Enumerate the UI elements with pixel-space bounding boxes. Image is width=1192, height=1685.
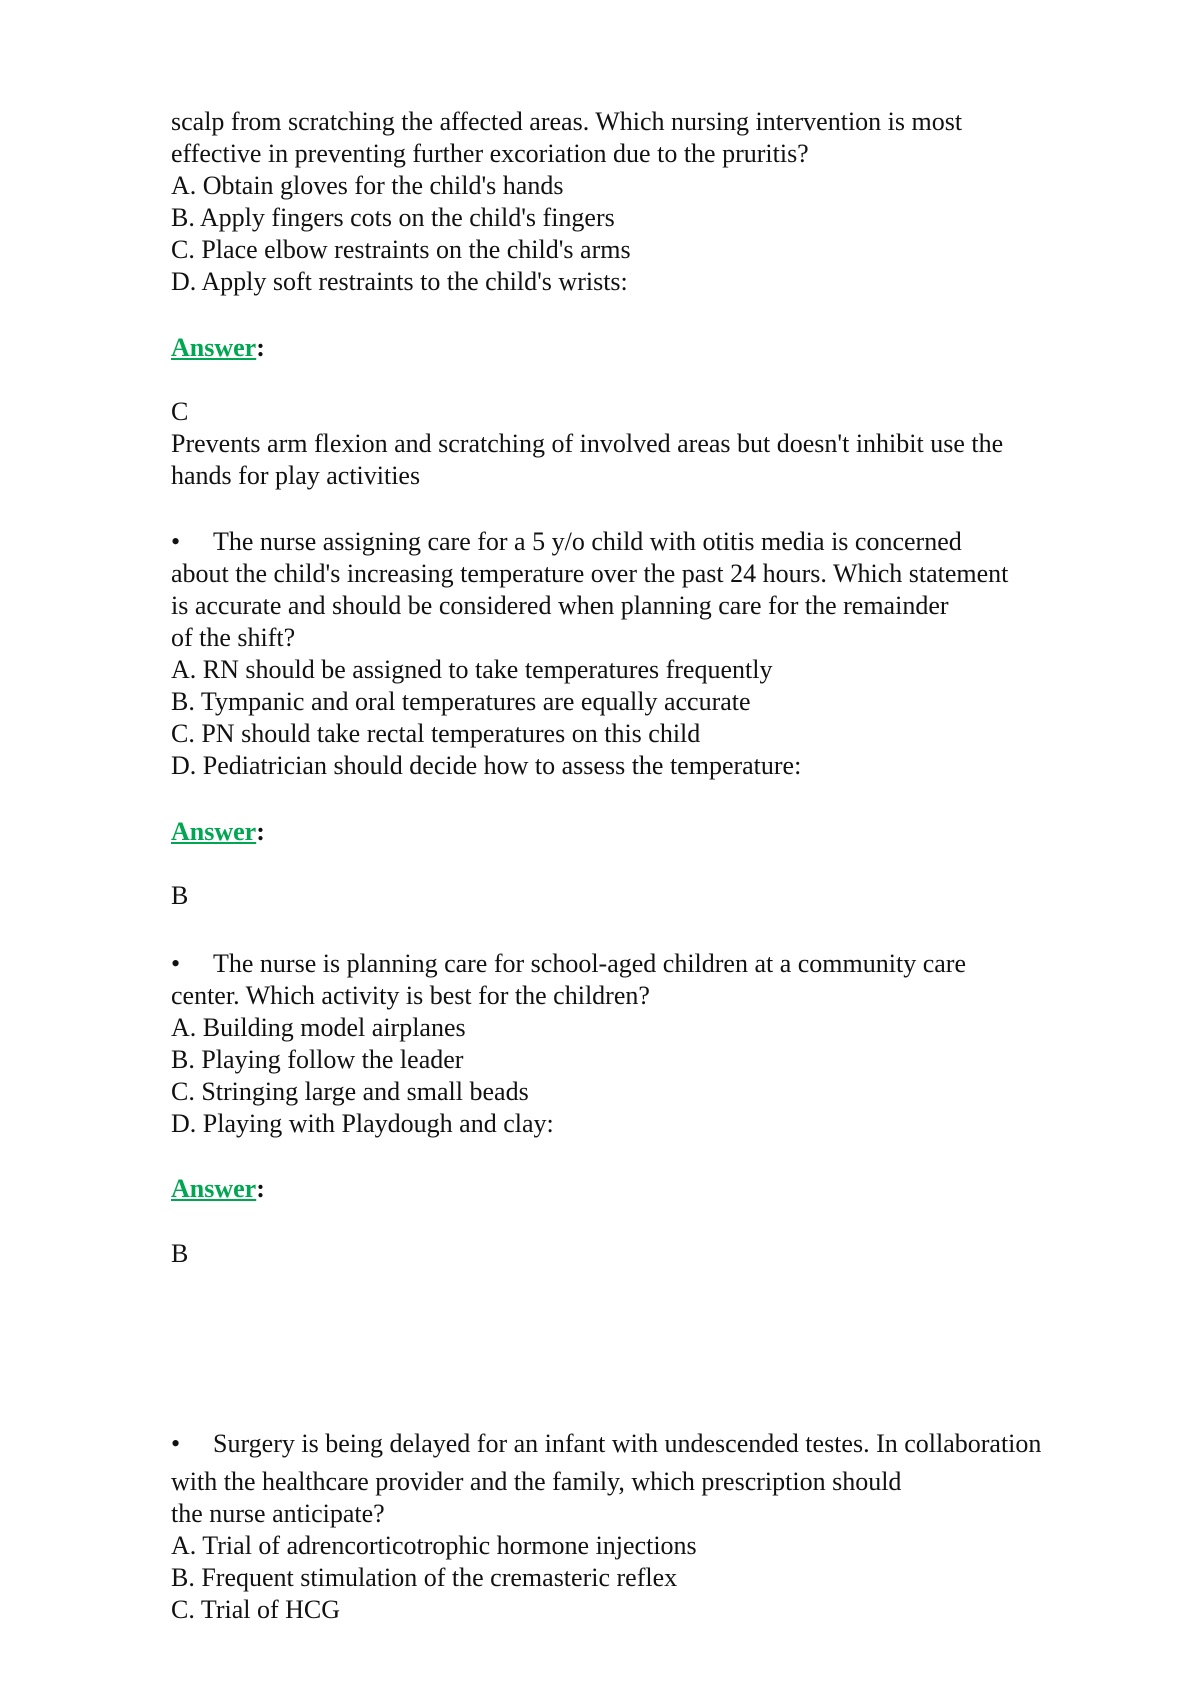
answer-colon: : bbox=[256, 1174, 265, 1203]
q1-option-a: A. Obtain gloves for the child's hands bbox=[171, 171, 564, 200]
q3-option-a: A. Building model airplanes bbox=[171, 1013, 466, 1042]
q3-option-d: D. Playing with Playdough and clay: bbox=[171, 1109, 554, 1138]
q1-option-d: D. Apply soft restraints to the child's wrists: bbox=[171, 267, 628, 296]
q1-stem-line-2: effective in preventing further excoriation due to the pruritis? bbox=[171, 139, 809, 168]
q2-stem-line-3: is accurate and should be considered when planning care for the remainder bbox=[171, 591, 949, 620]
q3-option-b: B. Playing follow the leader bbox=[171, 1045, 464, 1074]
q2-option-d: D. Pediatrician should decide how to assess the temperature: bbox=[171, 751, 802, 780]
bullet-icon: • bbox=[171, 1429, 181, 1458]
bullet-icon: • bbox=[171, 949, 181, 978]
q1-answer-value: C bbox=[171, 397, 189, 426]
q3-stem-text-1: The nurse is planning care for school-aged children at a community care bbox=[213, 949, 966, 978]
answer-colon: : bbox=[256, 333, 265, 362]
q3-answer-value: B bbox=[171, 1239, 189, 1268]
q4-option-a: A. Trial of adrencorticotrophic hormone injections bbox=[171, 1531, 697, 1560]
q2-answer-value: B bbox=[171, 881, 189, 910]
q4-option-c: C. Trial of HCG bbox=[171, 1595, 341, 1624]
q1-stem-line-1: scalp from scratching the affected areas. Which nursing intervention is most bbox=[171, 107, 963, 136]
q2-stem-text-1: The nurse assigning care for a 5 y/o child with otitis media is concerned bbox=[213, 527, 962, 556]
q2-option-b: B. Tympanic and oral temperatures are equally accurate bbox=[171, 687, 751, 716]
q4-option-b: B. Frequent stimulation of the cremasteric reflex bbox=[171, 1563, 678, 1592]
answer-label: Answer bbox=[171, 333, 257, 362]
bullet-icon: • bbox=[171, 527, 181, 556]
q1-rationale-line-1: Prevents arm flexion and scratching of involved areas but doesn't inhibit use the bbox=[171, 429, 1004, 458]
answer-label: Answer bbox=[171, 817, 257, 846]
q1-option-c: C. Place elbow restraints on the child's arms bbox=[171, 235, 631, 264]
q3-stem-line-2: center. Which activity is best for the children? bbox=[171, 981, 650, 1010]
q3-answer-heading bbox=[171, 1173, 265, 1205]
q4-stem-line-1 bbox=[171, 1428, 1041, 1460]
answer-label: Answer bbox=[171, 1174, 257, 1203]
q4-stem-line-3: the nurse anticipate? bbox=[171, 1499, 385, 1528]
answer-colon: : bbox=[256, 817, 265, 846]
q2-option-a: A. RN should be assigned to take temperatures frequently bbox=[171, 655, 773, 684]
q2-stem-line-1 bbox=[171, 526, 962, 558]
q1-rationale-line-2: hands for play activities bbox=[171, 461, 421, 490]
q2-stem-line-2: about the child's increasing temperature over the past 24 hours. Which statement bbox=[171, 559, 1009, 588]
q2-stem-line-4: of the shift? bbox=[171, 623, 296, 652]
q3-stem-line-1 bbox=[171, 948, 966, 980]
q2-answer-heading bbox=[171, 816, 265, 848]
q4-stem-text-1: Surgery is being delayed for an infant with undescended testes. In collaboration bbox=[213, 1429, 1042, 1458]
q1-option-b: B. Apply fingers cots on the child's fingers bbox=[171, 203, 615, 232]
q1-answer-heading bbox=[171, 332, 265, 364]
q4-stem-line-2: with the healthcare provider and the family, which prescription should bbox=[171, 1467, 902, 1496]
q2-option-c: C. PN should take rectal temperatures on this child bbox=[171, 719, 701, 748]
q3-option-c: C. Stringing large and small beads bbox=[171, 1077, 529, 1106]
